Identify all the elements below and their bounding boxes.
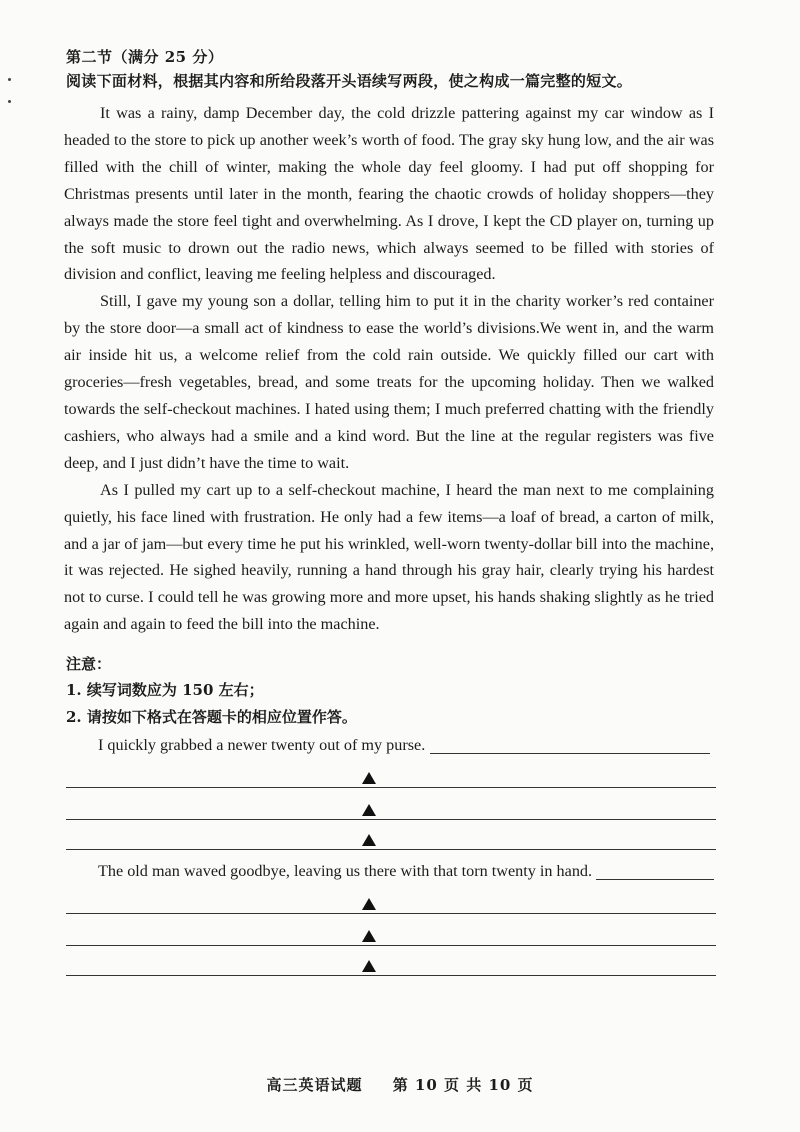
notes-title: 注意： xyxy=(66,655,112,673)
answer-line[interactable] xyxy=(66,849,716,850)
answer-line[interactable] xyxy=(66,945,716,946)
answer-line[interactable] xyxy=(66,819,716,820)
triangle-icon xyxy=(362,772,376,784)
triangle-icon xyxy=(362,834,376,846)
page-footer xyxy=(0,1074,800,1095)
page-number: 第 10 页 共 10 页 xyxy=(392,1076,534,1094)
paragraph-2-opening: The old man waved goodbye, leaving us there with that torn twenty in hand. xyxy=(98,862,593,880)
reading-passage xyxy=(64,100,714,638)
passage-paragraph-3: As I pulled my cart up to a self-checkout machine, I heard the man next to me complaining quietly, his face lined with frustration. He only had a few items—a loaf of bread, a carton of milk, and a jar of jam—but every time he put his wrinkled, well-worn twenty-dollar bill into the machine, it was rejected. He sighed heavily, running a hand through his gray hair, clearly trying his hardest not to curse. I could tell he was growing more and more upset, his hands shaking slightly as he tried again and again to feed the bill into the machine. xyxy=(64,480,714,634)
answer-line[interactable] xyxy=(596,879,714,880)
paragraph-1-opening: I quickly grabbed a newer twenty out of my purse. xyxy=(98,736,426,754)
answer-line[interactable] xyxy=(66,787,716,788)
margin-dot xyxy=(8,100,11,103)
note-answer-format: 2. 请按如下格式在答题卡的相应位置作答。 xyxy=(66,708,357,726)
triangle-icon xyxy=(362,898,376,910)
passage-paragraph-2: Still, I gave my young son a dollar, telling him to put it in the charity worker’s red container by the store door—a small act of kindness to ease the world’s divisions.We went in, and the warm air inside hit us, a welcome relief from the cold rain outside. We quickly filled our cart with groceries—fresh vegetables, bread, and some treats for the upcoming holiday. Then we walked towards the self-checkout machines. I hated using them; I much preferred chatting with the friendly cashiers, who always had a smile and a kind word. But the line at the regular registers was five deep, and I just didn’t have the time to wait. xyxy=(64,292,714,472)
answer-line[interactable] xyxy=(66,975,716,976)
answer-line[interactable] xyxy=(66,913,716,914)
passage-paragraph-1: It was a rainy, damp December day, the cold drizzle pattering against my car window as I headed to the store to pick up another week’s worth of food. The gray sky hung low, and the air was filled with the chill of winter, making the whole day feel gloomy. I had put off shopping for Christmas presents until later in the month, fearing the chaotic crowds of holiday shoppers—they always made the store feel tight and overwhelming. As I drove, I kept the CD player on, turning up the soft music to drown out the radio news, which always seemed to be filled with stories of division and conflict, leaving me feeling helpless and discouraged. xyxy=(64,104,714,284)
margin-dot xyxy=(8,78,11,81)
instruction-text: 阅读下面材料，根据其内容和所给段落开头语续写两段，使之构成一篇完整的短文。 xyxy=(66,72,633,90)
note-word-count: 1. 续写词数应为 150 左右； xyxy=(66,681,264,699)
exam-name: 高三英语试题 xyxy=(266,1076,363,1094)
triangle-icon xyxy=(362,804,376,816)
section-title: 第二节（满分 25 分） xyxy=(66,48,224,66)
triangle-icon xyxy=(362,930,376,942)
answer-line[interactable] xyxy=(430,753,710,754)
triangle-icon xyxy=(362,960,376,972)
